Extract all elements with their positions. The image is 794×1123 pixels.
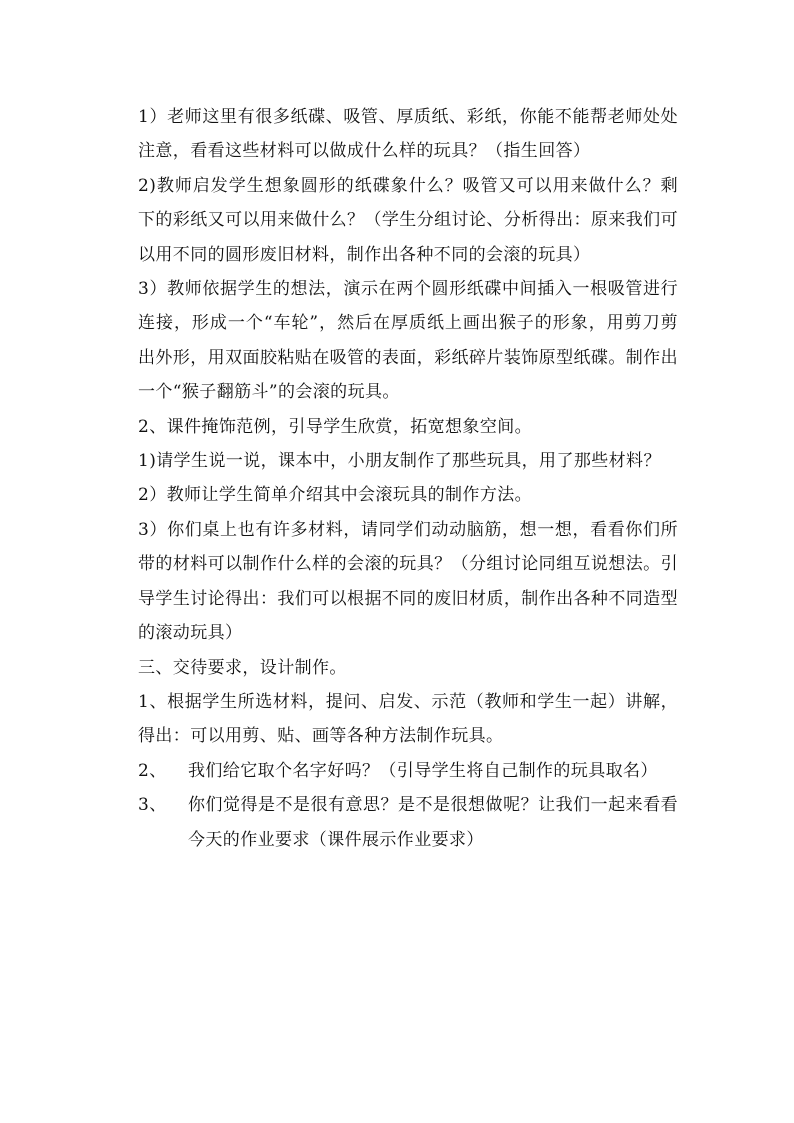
document-body [138, 100, 678, 857]
item-text: 你们觉得是不是很有意思？是不是很想做呢？让我们一起来看看今天的作业要求（课件展示作业要求） [188, 795, 678, 850]
section-heading-requirements: 三、交待要求，设计制作。 [138, 657, 347, 678]
paragraph-courseware-example: 2、课件掩饰范例，引导学生欣赏，拓宽想象空间。 [138, 416, 533, 437]
item-text: 我们给它取个名字好吗？（引导学生将自己制作的玩具取名） [188, 760, 658, 781]
paragraph-explain-methods: 1、根据学生所选材料，提问、启发、示范（教师和学生一起）讲解，得出：可以用剪、贴、画等各种方法制作玩具。 [138, 691, 678, 747]
paragraph-desk-materials: 3）你们桌上也有许多材料，请同学们动动脑筋，想一想，看看你们所带的材料可以制作什么样的会滚的玩具？（分组讨论同组互说想法。引导学生讨论得出：我们可以根据不同的废旧材质，制作出各种不同造型的滚动玩具） [138, 519, 678, 644]
item-number: 2、 [138, 760, 167, 781]
numbered-item-homework [138, 788, 678, 857]
item-number: 3、 [138, 795, 167, 816]
paragraph-method-intro: 2）教师让学生简单介绍其中会滚玩具的制作方法。 [138, 485, 533, 506]
paragraph-materials-question: 1）老师这里有很多纸碟、吸管、厚质纸、彩纸，你能不能帮老师处处注意，看看这些材料可以做成什么样的玩具？（指生回答） [138, 107, 678, 162]
paragraph-students-say: 1)请学生说一说，课本中，小朋友制作了那些玩具，用了那些材料？ [138, 451, 661, 472]
paragraph-teacher-inspires: 2)教师启发学生想象圆形的纸碟象什么？吸管又可以用来做什么？剩下的彩纸又可以用来做什么？（学生分组讨论、分析得出：原来我们可以用不同的圆形废旧材料，制作出各种不同的会滚的玩具） [138, 175, 678, 265]
numbered-item-naming [138, 754, 678, 788]
paragraph-teacher-demo: 3）教师依据学生的想法，演示在两个圆形纸碟中间插入一根吸管进行连接，形成一个“车轮”，然后在厚质纸上画出猴子的形象，用剪刀剪出外形，用双面胶粘贴在吸管的表面，彩纸碎片装饰原型纸碟。制作出一个“猴子翻筋斗”的会滚的玩具。 [138, 279, 678, 403]
